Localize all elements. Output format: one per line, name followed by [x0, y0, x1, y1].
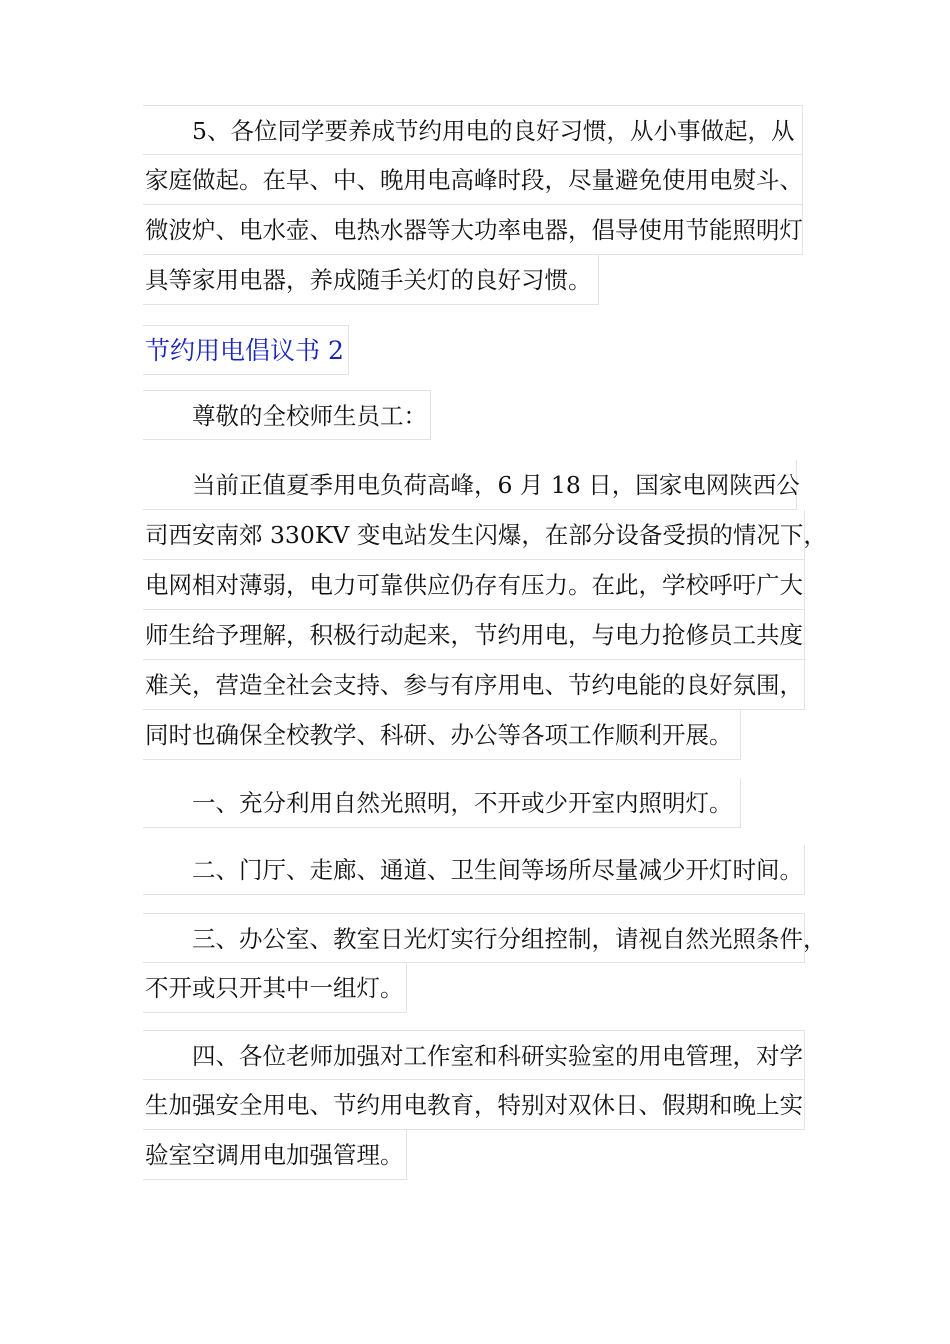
intro-line-3: 电网相对薄弱，电力可靠供应仍存有压力。在此，学校呼吁广大 [143, 560, 805, 610]
intro-line-6: 同时也确保全校教学、科研、办公等各项工作顺利开展。 [143, 710, 741, 760]
intro-line-2: 司西安南郊 330KV 变电站发生闪爆，在部分设备受损的情况下， [143, 510, 805, 560]
paragraph-5-line-2: 家庭做起。在早、中、晚用电高峰时段，尽量避免使用电熨斗、 [143, 155, 803, 205]
paragraph-5-line-4: 具等家用电器，养成随手关灯的良好习惯。 [143, 255, 599, 305]
paragraph-5-line-3: 微波炉、电水壶、电热水器等大功率电器，倡导使用节能照明灯 [143, 205, 803, 255]
intro-line-5: 难关，营造全社会支持、参与有序用电、节约电能的良好氛围， [143, 660, 805, 710]
item-4-line-1: 四、各位老师加强对工作室和科研实验室的用电管理，对学 [143, 1030, 805, 1080]
intro-line-1: 当前正值夏季用电负荷高峰，6 月 18 日，国家电网陕西公 [143, 460, 797, 510]
item-3-line-1: 三、办公室、教室日光灯实行分组控制，请视自然光照条件， [143, 913, 805, 963]
paragraph-5-line-1: 5、各位同学要养成节约用电的良好习惯，从小事做起，从 [143, 105, 803, 155]
item-4-line-3: 验室空调用电加强管理。 [143, 1130, 407, 1180]
item-2: 二、门厅、走廊、通道、卫生间等场所尽量减少开灯时间。 [143, 845, 805, 895]
salutation: 尊敬的全校师生员工： [143, 390, 431, 440]
intro-line-4: 师生给予理解，积极行动起来，节约用电，与电力抢修员工共度 [143, 610, 805, 660]
item-4-line-2: 生加强安全用电、节约用电教育，特别对双休日、假期和晚上实 [143, 1080, 805, 1130]
item-3-line-2: 不开或只开其中一组灯。 [143, 963, 407, 1013]
item-1: 一、充分利用自然光照明，不开或少开室内照明灯。 [143, 778, 741, 828]
section-heading: 节约用电倡议书 2 [143, 325, 349, 375]
